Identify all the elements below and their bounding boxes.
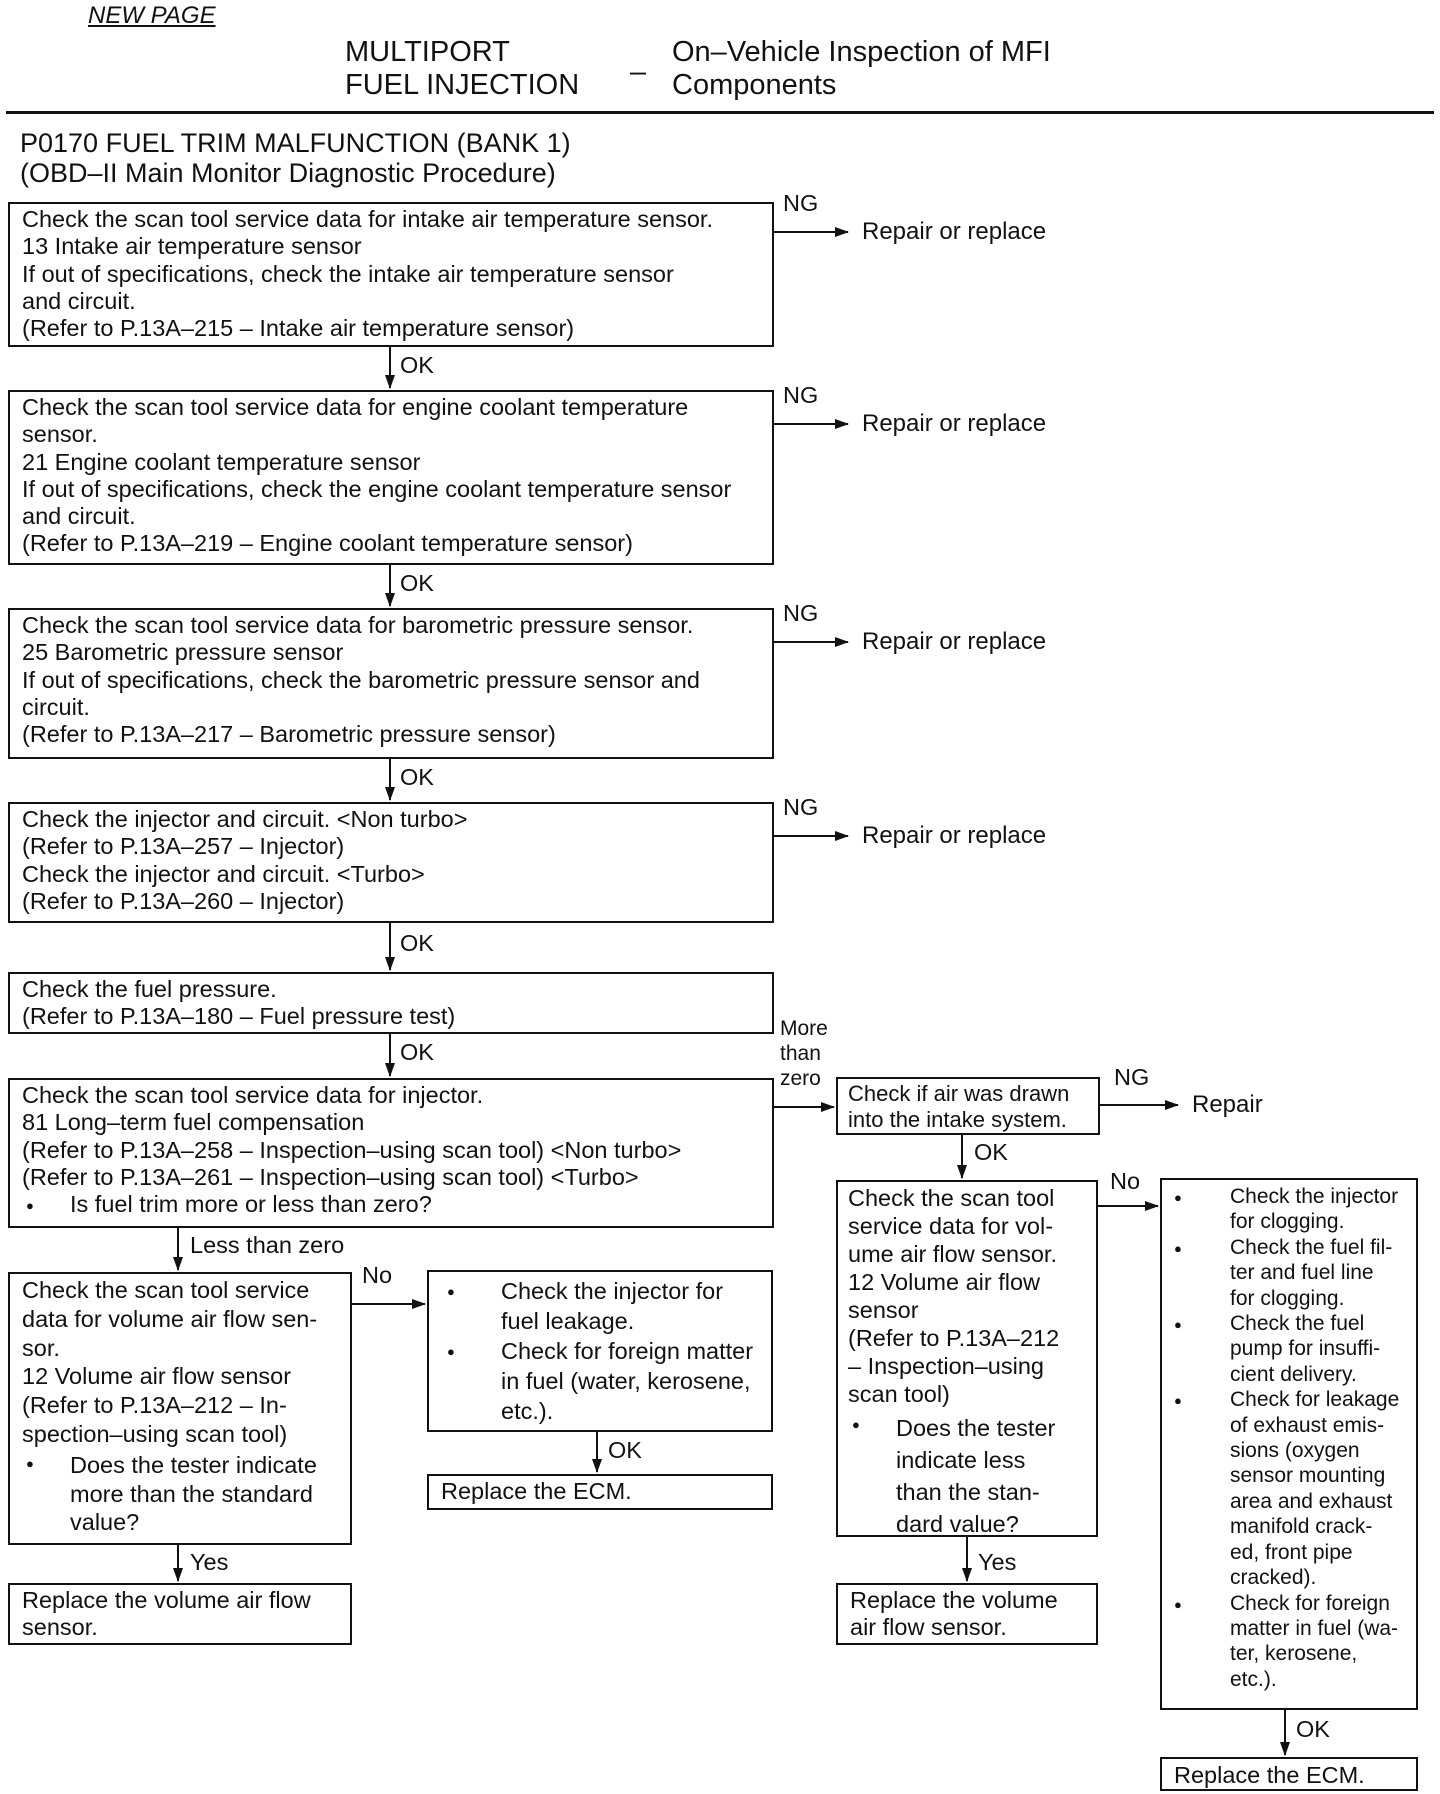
bullet-line: of exhaust emis- <box>1230 1413 1385 1437</box>
bullet-line: ter and fuel line <box>1230 1261 1374 1285</box>
bullet-line: sions (oxygen <box>1230 1439 1360 1463</box>
bullet-line: sensor mounting <box>1230 1464 1386 1488</box>
step-bullet: ● Is fuel trim more or less than zero? <box>22 1191 762 1218</box>
subsection-line-2: Components <box>672 69 837 101</box>
step-vaf-left-box <box>8 1272 352 1545</box>
new-page-marker: NEW PAGE <box>88 2 216 29</box>
step-fuel-trim-box <box>8 1078 774 1228</box>
step-text: and circuit. <box>22 503 136 530</box>
ng-label-3: NG <box>783 600 819 626</box>
bullet-line: ter, kerosene, <box>1230 1642 1358 1666</box>
bullet-line: value? <box>70 1509 140 1536</box>
section-line-1: MULTIPORT <box>345 36 510 68</box>
step-text: Check the scan tool service data for engine coolant temperature <box>22 394 689 420</box>
step-text: (Refer to P.13A–257 – Injector) <box>22 833 345 860</box>
bullet-line: than the stan- <box>896 1479 1040 1505</box>
ng-label-1: NG <box>783 190 819 216</box>
step-text: Check the scan tool <box>848 1185 1055 1211</box>
step-text: into the intake system. <box>848 1107 1067 1132</box>
replace-vaf-left-box <box>8 1583 352 1645</box>
bullet-line: dard value? <box>896 1511 1019 1537</box>
bullet-line: for clogging. <box>1230 1286 1345 1310</box>
bullet-line: manifold crack- <box>1230 1515 1373 1539</box>
repair-or-replace-4: Repair or replace <box>862 822 1047 849</box>
leak-check-box <box>427 1270 773 1432</box>
repair-or-replace-2: Repair or replace <box>862 410 1047 437</box>
ok-label-1: OK <box>400 352 434 378</box>
leak-check-item <box>441 1276 761 1336</box>
step-text: Check the scan tool service data for intake air temperature sensor. <box>22 206 713 232</box>
repair-label: Repair <box>1192 1091 1263 1118</box>
step-bullet <box>848 1408 1086 1540</box>
step-text: (Refer to P.13A–217 – Barometric pressure sensor) <box>22 721 556 748</box>
step-text: (Refer to P.13A–212 <box>848 1325 1060 1351</box>
step-text: circuit. <box>22 693 90 720</box>
bullet-line: cient delivery. <box>1230 1362 1357 1386</box>
step-text: scan tool) <box>848 1381 950 1407</box>
step-text: If out of specifications, check the intake air temperature sensor <box>22 260 674 287</box>
ok-label-5: OK <box>400 1039 434 1065</box>
step-ect-box <box>8 390 774 565</box>
bullet-line: cracked). <box>1230 1566 1317 1590</box>
no-label-left: No <box>362 1262 393 1288</box>
bullet-line: area and exhaust <box>1230 1489 1393 1513</box>
step-text: 12 Volume air flow sensor <box>22 1363 292 1390</box>
bullet-line: ed, front pipe <box>1230 1540 1353 1564</box>
step-text: (Refer to P.13A–215 – Intake air temperature sensor) <box>22 315 575 342</box>
step-text: Replace the ECM. <box>441 1478 632 1504</box>
step-text: (Refer to P.13A–212 – In- <box>22 1392 287 1419</box>
replace-ecm-box-2 <box>1160 1757 1418 1791</box>
bullet-line: in fuel (water, kerosene, <box>501 1368 751 1394</box>
procedure-subtitle: (OBD–II Main Monitor Diagnostic Procedure) <box>20 158 556 188</box>
bullet-line: ● Check for foreign <box>1230 1591 1390 1615</box>
step-text: sor. <box>22 1334 60 1361</box>
step-text: Replace the ECM. <box>1174 1762 1365 1788</box>
ng-label-2: NG <box>783 382 819 408</box>
step-iat-box <box>8 202 774 347</box>
step-text: 81 Long–term fuel compensation <box>22 1109 365 1136</box>
step-injector-box <box>8 802 774 923</box>
checklist-item <box>1168 1311 1410 1387</box>
ng-label-4: NG <box>783 794 819 820</box>
bullet-line: ● Check the fuel <box>1230 1312 1365 1336</box>
step-fuel-pressure-box <box>8 972 774 1034</box>
step-text: sensor. <box>22 421 98 448</box>
header-dash: – <box>630 56 647 88</box>
step-text: Check the injector and circuit. <Non turbo> <box>22 806 468 832</box>
repair-or-replace-3: Repair or replace <box>862 628 1047 655</box>
step-bullet <box>22 1449 340 1537</box>
checklist-item <box>1168 1387 1410 1590</box>
step-baro-box <box>8 608 774 759</box>
ng-label-air: NG <box>1114 1064 1150 1090</box>
repair-or-replace-1: Repair or replace <box>862 218 1047 245</box>
step-text: spection–using scan tool) <box>22 1420 288 1447</box>
step-text: Replace the volume <box>850 1587 1058 1613</box>
checklist-item <box>1168 1184 1410 1235</box>
step-text: (Refer to P.13A–219 – Engine coolant temperature sensor) <box>22 530 633 557</box>
step-text: Check the injector and circuit. <Turbo> <box>22 860 425 887</box>
checklist-box <box>1160 1178 1418 1710</box>
step-text: ume air flow sensor. <box>848 1241 1057 1267</box>
bullet-line: ● Check the fuel fil- <box>1230 1235 1393 1259</box>
step-text: Check the fuel pressure. <box>22 976 277 1002</box>
step-text: sensor. <box>22 1614 98 1641</box>
ok-label-leak: OK <box>608 1437 642 1463</box>
zero-label: zero <box>780 1067 821 1090</box>
step-text: air flow sensor. <box>850 1614 1007 1641</box>
ok-label-4: OK <box>400 930 434 956</box>
step-text: If out of specifications, check the engine coolant temperature sensor <box>22 475 732 502</box>
step-text: 21 Engine coolant temperature sensor <box>22 448 421 475</box>
checklist-item <box>1168 1591 1410 1693</box>
bullet-line: fuel leakage. <box>501 1308 635 1334</box>
step-text: 12 Volume air flow <box>848 1269 1041 1295</box>
step-text: sensor <box>848 1297 919 1323</box>
replace-vaf-right-box <box>836 1583 1098 1645</box>
ok-label-3: OK <box>400 764 434 790</box>
bullet-line: etc.). <box>501 1398 554 1424</box>
step-text: and circuit. <box>22 287 136 314</box>
step-text: service data for vol- <box>848 1213 1054 1239</box>
step-text: (Refer to P.13A–261 – Inspection–using scan tool) <Turbo> <box>22 1163 639 1190</box>
bullet-line: more than the standard <box>70 1480 313 1507</box>
step-text: (Refer to P.13A–258 – Inspection–using scan tool) <Non turbo> <box>22 1136 682 1163</box>
checklist-item <box>1168 1235 1410 1311</box>
step-text: Check the scan tool service data for injector. <box>22 1082 484 1108</box>
step-text: (Refer to P.13A–180 – Fuel pressure test) <box>22 1003 456 1030</box>
yes-label-right: Yes <box>978 1549 1017 1575</box>
step-text: – Inspection–using <box>848 1353 1044 1379</box>
step-text: 13 Intake air temperature sensor <box>22 233 362 260</box>
step-text: Check if air was drawn <box>848 1081 1070 1106</box>
step-text: data for volume air flow sen- <box>22 1305 318 1332</box>
bullet-line: ● Does the tester indicate <box>70 1451 317 1478</box>
bullet-line: ● Check for leakage <box>1230 1388 1400 1412</box>
bullet-line: ● Check the injector for <box>501 1278 724 1304</box>
step-text: Check the scan tool service <box>22 1277 310 1303</box>
air-drawn-box <box>836 1077 1100 1135</box>
bullet-line: pump for insuffi- <box>1230 1337 1381 1361</box>
bullet-line: matter in fuel (wa- <box>1230 1616 1399 1640</box>
ok-label-checklist: OK <box>1296 1716 1330 1742</box>
more-label: More <box>780 1017 828 1040</box>
bullet-line: ● Check the injector <box>1230 1185 1399 1208</box>
bullet-line: etc.). <box>1230 1667 1277 1691</box>
step-text: If out of specifications, check the barometric pressure sensor and <box>22 666 700 693</box>
step-vaf-right-box <box>836 1180 1098 1537</box>
step-text: (Refer to P.13A–260 – Injector) <box>22 887 345 914</box>
bullet-line: ● Check for foreign matter <box>501 1338 754 1364</box>
step-text: Check the scan tool service data for barometric pressure sensor. <box>22 612 694 638</box>
ok-label-air: OK <box>974 1139 1008 1165</box>
yes-label-left: Yes <box>190 1549 229 1575</box>
procedure-title: P0170 FUEL TRIM MALFUNCTION (BANK 1) <box>20 128 571 158</box>
no-label-right: No <box>1110 1168 1141 1194</box>
section-line-2: FUEL INJECTION <box>345 69 580 101</box>
subsection-line-1: On–Vehicle Inspection of MFI <box>672 36 1051 68</box>
bullet-line: indicate less <box>896 1447 1026 1473</box>
bullet-line: ● Does the tester <box>896 1415 1056 1441</box>
bullet-line: for clogging. <box>1230 1210 1345 1234</box>
replace-ecm-box-1 <box>427 1474 773 1510</box>
step-text: 25 Barometric pressure sensor <box>22 639 344 666</box>
than-label: than <box>780 1042 821 1065</box>
less-than-zero-label: Less than zero <box>190 1232 345 1258</box>
ok-label-2: OK <box>400 570 434 596</box>
leak-check-item <box>441 1336 761 1426</box>
step-text: Replace the volume air flow <box>22 1587 311 1613</box>
